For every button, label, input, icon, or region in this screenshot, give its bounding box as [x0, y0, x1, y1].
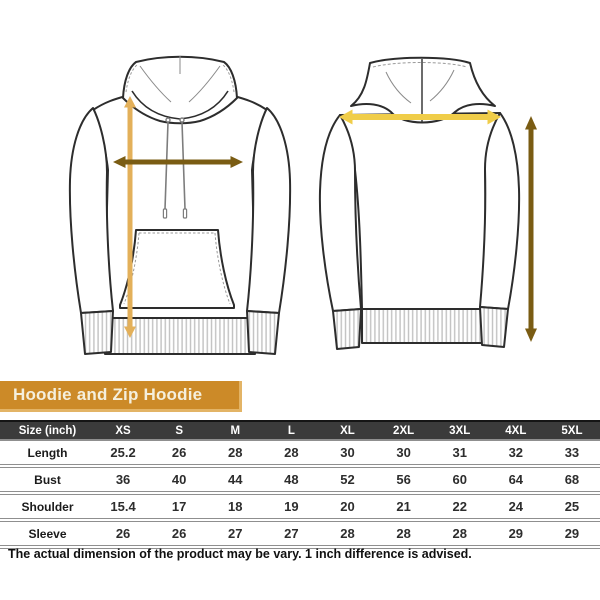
size-value-cell: 28 — [319, 520, 375, 547]
size-value-cell: 64 — [488, 466, 544, 493]
size-table-header-row — [0, 421, 600, 440]
size-column-header: XS — [95, 421, 151, 440]
size-value-cell: 26 — [95, 520, 151, 547]
chart-title-bar — [0, 381, 242, 412]
row-label: Length — [0, 440, 95, 466]
table-row-shoulder — [0, 493, 600, 520]
size-value-cell: 19 — [263, 493, 319, 520]
size-value-cell: 28 — [263, 440, 319, 466]
size-value-cell: 24 — [488, 493, 544, 520]
size-value-cell: 29 — [544, 520, 600, 547]
size-value-cell: 28 — [432, 520, 488, 547]
table-row-length — [0, 440, 600, 466]
size-value-cell: 26 — [151, 520, 207, 547]
size-value-cell: 30 — [376, 440, 432, 466]
size-value-cell: 68 — [544, 466, 600, 493]
size-value-cell: 36 — [95, 466, 151, 493]
size-value-cell: 22 — [432, 493, 488, 520]
size-column-header: 3XL — [432, 421, 488, 440]
size-value-cell: 32 — [488, 440, 544, 466]
table-row-sleeve — [0, 520, 600, 547]
size-column-header: 4XL — [488, 421, 544, 440]
row-label: Sleeve — [0, 520, 95, 547]
size-value-cell: 17 — [151, 493, 207, 520]
hoodie-back-sketch — [310, 52, 560, 362]
size-column-header: Size (inch) — [0, 421, 95, 440]
size-column-header: L — [263, 421, 319, 440]
size-value-cell: 15.4 — [95, 493, 151, 520]
size-value-cell: 28 — [376, 520, 432, 547]
size-value-cell: 31 — [432, 440, 488, 466]
hoodie-front-garment — [70, 56, 290, 354]
size-value-cell: 56 — [376, 466, 432, 493]
size-value-cell: 25.2 — [95, 440, 151, 466]
size-value-cell: 27 — [263, 520, 319, 547]
size-value-cell: 28 — [207, 440, 263, 466]
size-column-header: 5XL — [544, 421, 600, 440]
size-value-cell: 60 — [432, 466, 488, 493]
size-value-cell: 25 — [544, 493, 600, 520]
hoodie-back-garment — [320, 58, 519, 349]
row-label: Bust — [0, 466, 95, 493]
size-value-cell: 33 — [544, 440, 600, 466]
size-column-header: XL — [319, 421, 375, 440]
row-label: Shoulder — [0, 493, 95, 520]
table-row-bust — [0, 466, 600, 493]
size-value-cell: 21 — [376, 493, 432, 520]
disclaimer-note: The actual dimension of the product may be vary. 1 inch difference is advised. — [8, 547, 472, 561]
hoodie-front-sketch — [50, 52, 310, 362]
back-length-arrow — [525, 116, 537, 342]
size-value-cell: 48 — [263, 466, 319, 493]
size-value-cell: 29 — [488, 520, 544, 547]
size-value-cell: 30 — [319, 440, 375, 466]
size-table — [0, 420, 600, 549]
size-value-cell: 52 — [319, 466, 375, 493]
size-column-header: 2XL — [376, 421, 432, 440]
chart-title: Hoodie and Zip Hoodie — [13, 385, 203, 404]
size-value-cell: 26 — [151, 440, 207, 466]
size-value-cell: 20 — [319, 493, 375, 520]
size-column-header: S — [151, 421, 207, 440]
size-value-cell: 27 — [207, 520, 263, 547]
size-value-cell: 40 — [151, 466, 207, 493]
size-value-cell: 44 — [207, 466, 263, 493]
size-value-cell: 18 — [207, 493, 263, 520]
size-column-header: M — [207, 421, 263, 440]
